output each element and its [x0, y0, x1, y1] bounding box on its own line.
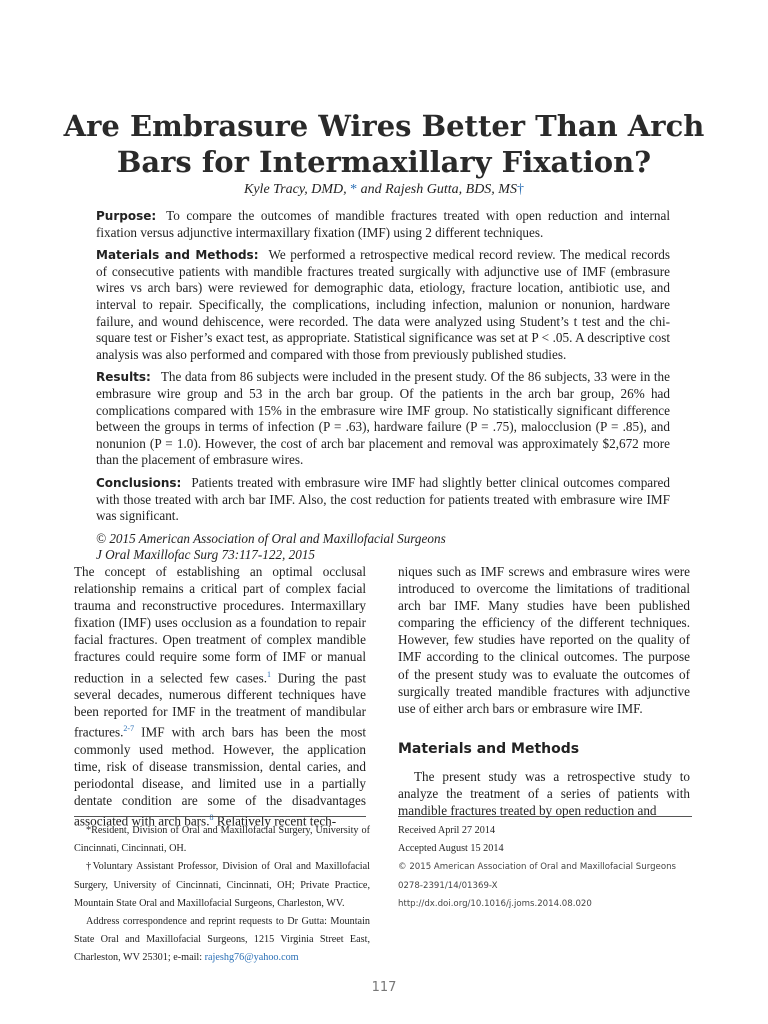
abstract-results — [96, 369, 670, 469]
reference-link[interactable]: 1 — [267, 669, 272, 679]
purpose-text: To compare the outcomes of mandible fractures treated with open reduction and internal fixation versus adjunctive intermaxillary fixation (IMF) using 2 different techniques. — [96, 208, 670, 240]
accepted-date: Accepted August 15 2014 — [398, 843, 504, 855]
doi-link[interactable]: http://dx.doi.org/10.1016/j.joms.2014.08.020 — [398, 898, 592, 909]
footnote-divider-left — [74, 816, 366, 817]
footnotes-affiliations — [74, 822, 370, 968]
email-link[interactable]: rajeshg76@yahoo.com — [204, 952, 299, 964]
abstract-purpose — [96, 208, 670, 241]
intro-text-c: IMF with arch bars has been the most commonly used method. However, the application time, risk of disease transmission, dental caries, and periodontal disease, and limited use in a partially dentate condition are some of the disadvantages associated with arch bars. — [74, 724, 366, 829]
article-title: Are Embrasure Wires Better Than Arch Bars for Intermaxillary Fixation? — [63, 109, 705, 179]
abstract-conclusions — [96, 475, 670, 525]
intro-text-d: Relatively recent tech- — [213, 813, 337, 829]
abstract-methods — [96, 247, 670, 363]
abstract-copyright: © 2015 American Association of Oral and Maxillofacial Surgeons — [96, 530, 446, 546]
methods-label: Materials and Methods: — [96, 248, 259, 263]
author-2: and Rajesh Gutta, BDS, MS — [357, 182, 517, 197]
reference-link[interactable]: 8 — [209, 813, 214, 823]
publisher-copyright: © 2015 American Association of Oral and Maxillofacial Surgeons — [398, 862, 677, 873]
conclusions-text: Patients treated with embrasure wire IMF had slightly better clinical outcomes compared with those treated with arch bar IMF. Also, the cost reduction for patients treated with embrasure wire IMF was significant. — [96, 474, 670, 524]
abstract — [96, 208, 670, 564]
page-number: 117 — [371, 980, 397, 995]
correspondence-text: Address correspondence and reprint requests to Dr Gutta: Mountain State Oral and Maxillofacial Surgeons, 1215 Virginia Street East, Charleston, WV 25301; e-mail: — [74, 916, 370, 964]
footnote-divider-right — [398, 816, 692, 817]
methods-paragraph: The present study was a retrospective study to analyze the treatment of a series of patients with mandible fractures treated by open reduction and — [398, 768, 690, 819]
conclusions-label: Conclusions: — [96, 475, 182, 490]
issn: 0278-2391/14/01369-X — [398, 880, 498, 891]
abstract-citation: J Oral Maxillofac Surg 73:117-122, 2015 — [96, 547, 316, 563]
author-1-affiliation-mark[interactable]: * — [350, 182, 358, 197]
author-1: Kyle Tracy, DMD, — [244, 182, 351, 197]
intro-paragraph-continued: niques such as IMF screws and embrasure wires were introduced to overcome the limitations of traditional arch bar IMF. Many studies have been published comparing the efficiency of the different techniques. However, few studies have reported on the quality of IMF according to the clinical outcomes. The purpose of the present study was to evaluate the outcomes of surgically treated mandible fractures with adjunctive use of either arch bars or embrasure wire IMF. — [398, 564, 690, 716]
purpose-label: Purpose: — [96, 209, 157, 223]
body-column-right — [398, 563, 690, 819]
footnote-author-1: *Resident, Division of Oral and Maxillofacial Surgery, University of Cincinnati, Cincinnati, OH. — [74, 825, 370, 855]
received-date: Received April 27 2014 — [398, 825, 496, 836]
section-heading: Materials and Methods — [398, 740, 580, 757]
author-line — [40, 182, 728, 198]
intro-text-a: The concept of establishing an optimal occlusal relationship remains a critical part of complex facial trauma and reconstructive procedures. Intermaxillary fixation (IMF) uses occlusion as a foundation to repair facial fractures. Open treatment of complex mandible fractures could require some form of IMF or manual reduction in a selected few cases. — [74, 564, 366, 685]
results-text: The data from 86 subjects were included in the present study. Of the 86 subjects, 33 were in the embrasure wire group and 53 in the arch bar group. Of the patients in the arch bar group, 26% had complications compared with 15% in the embrasure wire IMF group. No statistically significant difference between the groups in terms of infection (P = .63), hardware failure (P = .75), malocclusion (P = .85), and nonunion (P = 1.0). However, the cost of arch bar placement and removal was approximately $2,672 more than the placement of embrasure wires. — [96, 369, 670, 468]
footnotes-publication-info — [398, 822, 692, 913]
methods-text: We performed a retrospective medical record review. The medical records of consecutive patients with mandible fractures treated surgically with adjunctive use of IMF (embrasure wires vs arch bars) were reviewed for demographic data, etiology, fracture location, antibiotic use, and interval to repair. Specifically, the complications, including infection, malunion or nonunion, hardware failure, and wound dehiscence, were recorded. The data were analyzed using Student’s t test and the chi-square test or Fisher’s exact test, as appropriate. Statistical significance was set at P < .05. A descriptive cost analysis was also performed and compared with those from previously published studies. — [96, 247, 670, 362]
body-column-left — [74, 563, 366, 830]
footnote-correspondence — [74, 913, 370, 968]
footnote-author-2: †Voluntary Assistant Professor, Division of Oral and Maxillofacial Surgery, University of Cincinnati, Cincinnati, OH; Private Practice, Mountain State Oral and Maxillofacial Surgeons, Charleston, WV. — [74, 861, 370, 909]
reference-link[interactable]: 2-7 — [123, 724, 135, 734]
intro-text-b: During the past several decades, numerous different techniques have been reported for IMF in the treatment of mandibular fractures. — [74, 669, 366, 740]
results-label: Results: — [96, 370, 151, 385]
author-2-affiliation-mark[interactable]: † — [516, 182, 524, 197]
intro-paragraph — [74, 563, 366, 830]
